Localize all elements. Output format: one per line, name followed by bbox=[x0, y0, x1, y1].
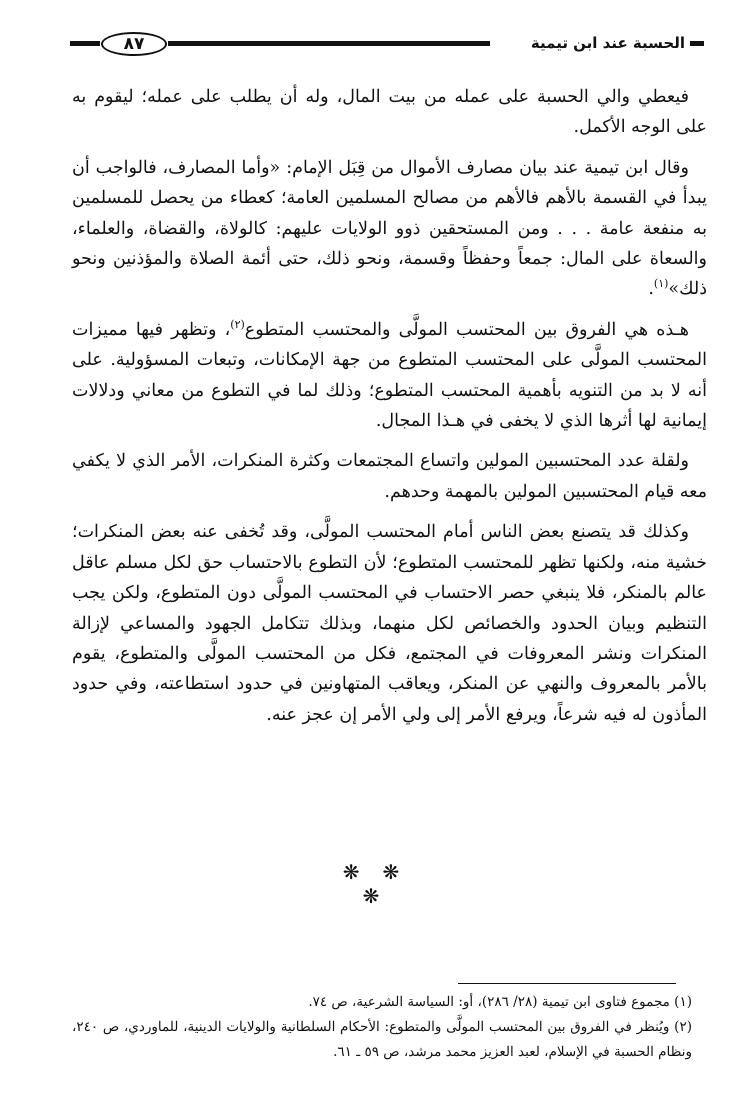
footnote-ref-1: (١) bbox=[653, 277, 669, 291]
paragraph-4: ولقلة عدد المحتسبين المولين واتساع المجتمعات وكثرة المنكرات، الأمر الذي لا يكفي معه قيام المحتسبين المولين بالمهمة وحدهم. bbox=[72, 451, 707, 502]
header-rule-left bbox=[70, 41, 100, 46]
footnote-2: (٢) ويُنظر في الفروق بين المحتسب المولَّى والمتطوع: الأحكام السلطانية والولايات الدينية، للماوردي، ص ٢٤٠، ونظام الحسبة في الإسلام، لعبد العزيز محمد مرشد، ص ٥٩ ـ ٦١. bbox=[72, 1019, 692, 1060]
main-text bbox=[72, 82, 707, 740]
footnote-divider bbox=[458, 983, 676, 984]
header-rule bbox=[168, 41, 490, 46]
header-rule-right bbox=[690, 41, 704, 46]
footnote-ref-2: (٢) bbox=[230, 318, 245, 332]
paragraph-2: وقال ابن تيمية عند بيان مصارف الأموال من قِبَل الإمام: «وأما المصارف، فالواجب أن يبدأ في القسمة بالأهم فالأهم من مصالح المسلمين العامة؛ كعطاء من يحصل للمسلمين به منفعة عامة . . . ومن المستحقين ذوو الولايات عليهم: كالولاة، والقضاة، والعلماء، والسعاة على المال: جمعاً وحفظاً وقسمة، ونحو ذلك، حتى أئمة الصلاة والمؤذنين ونحو ذلك»$^{(١)}$. bbox=[72, 157, 707, 300]
page-number: ٨٧ bbox=[101, 32, 167, 56]
running-title: الحسبة عند ابن تيمية bbox=[530, 34, 685, 52]
paragraph-3: هـذه هي الفروق بين المحتسب المولَّى والمحتسب المتطوع$^{(٢)}$، وتظهر فيها مميزات المحتسب المولَّى على المحتسب المتطوع من جهة الإمكانات، وتبعات المسؤولية. على أنه لا بد من التنويه بأهمية المحتسب المتطوع؛ وذلك لما في التطوع من معاني ودلالات إيمانية لها أثرها الذي لا يخفى في هـذا المجال. bbox=[72, 318, 707, 432]
paragraph-1: فيعطي والي الحسبة على عمله من بيت المال، وله أن يطلب على عمله؛ ليقوم به على الوجه الأكمل. bbox=[72, 87, 707, 138]
footnote-1: (١) مجموع فتاوى ابن تيمية (٢٨/ ٢٨٦)، أو: السياسة الشرعية، ص ٧٤. bbox=[308, 994, 692, 1010]
section-separator: ❋ ❋ ❋ bbox=[342, 860, 408, 908]
paragraph-5: وكذلك قد يتصنع بعض الناس أمام المحتسب المولَّى، وقد تُخفى عنه بعض المنكرات؛ خشية منه، ولكنها تظهر للمحتسب المتطوع؛ لأن التطوع بالاحتساب حق لكل مسلم عاقل عالم بالمنكر، فلا ينبغي حصر الاحتساب في المحتسب المولَّى دون المتطوع، ولكن يجب التنظيم وبيان الحدود والخصائص لكل منهما، وبذلك تتكامل الجهود والمساعي لإزالة المنكرات ونشر المعروفات في المجتمع، فكل من المحتسب المولَّى والمتطوع، يقوم بالأمر بالمعروف والنهي عن المنكر، ويعاقب المتهاونين في حدود استطاعته، وفي حدود المأذون له فيه شرعاً، ويرفع الأمر إلى ولي الأمر إن عجز عنه. bbox=[72, 522, 707, 725]
footnotes bbox=[72, 990, 692, 1065]
